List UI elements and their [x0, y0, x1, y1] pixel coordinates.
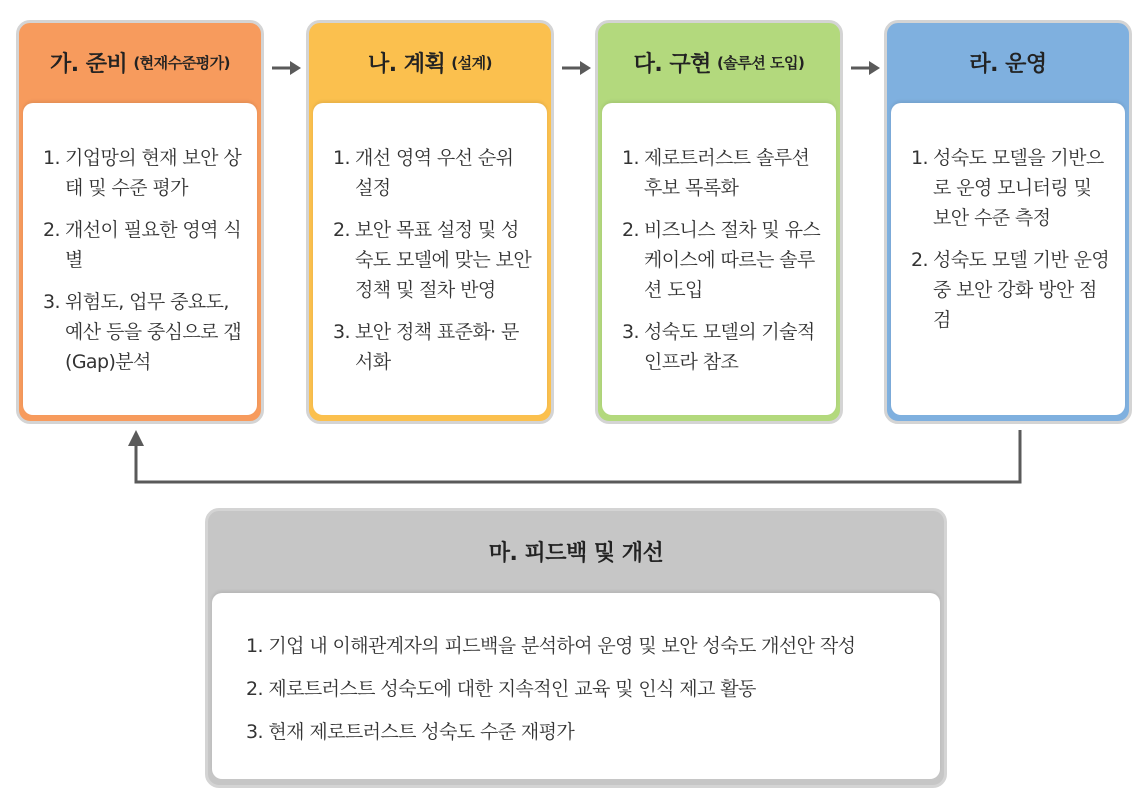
list-item: 3. 현재 제로트러스트 성숙도 수준 재평가: [246, 721, 575, 743]
feedback-body: [212, 593, 940, 779]
list-item: 3. 보안 정책 표준화· 문서화: [333, 321, 519, 373]
list-item: 1. 성숙도 모델을 기반으로 운영 모니터링 및 보안 수준 측정: [911, 147, 1104, 229]
feedback-panel: [205, 508, 947, 788]
list-item: 1. 기업 내 이해관계자의 피드백을 분석하여 운영 및 보안 성숙도 개선안 작성: [246, 635, 856, 657]
list-item: 1. 제로트러스트 솔루션 후보 목록화: [622, 147, 810, 199]
list-item: 2. 제로트러스트 성숙도에 대한 지속적인 교육 및 인식 제고 활동: [246, 678, 756, 700]
list-item: 2. 성숙도 모델 기반 운영 중 보안 강화 방안 점검: [911, 249, 1110, 331]
list-item: 2. 비즈니스 절차 및 유스케이스에 따르는 솔루션 도입: [622, 219, 821, 301]
stage-prepare-subtitle: (현재수준평가): [133, 53, 230, 72]
list-item: 1. 기업망의 현재 보안 상태 및 수준 평가: [43, 147, 242, 199]
stage-implement-subtitle: (솔루션 도입): [716, 53, 805, 72]
list-item: 2. 개선이 필요한 영역 식별: [43, 219, 242, 271]
stage-plan-title: 나. 계획: [368, 51, 446, 77]
stage-implement-title: 다. 구현: [633, 51, 711, 77]
list-item: 1. 개선 영역 우선 순위 설정: [333, 147, 514, 199]
stage-prepare-title: 가. 준비: [50, 51, 128, 77]
list-item: 2. 보안 목표 설정 및 성숙도 모델에 맞는 보안 정책 및 절차 반영: [333, 219, 532, 301]
feedback-list: [246, 631, 920, 747]
list-item: 3. 성숙도 모델의 기술적 인프라 참조: [622, 321, 815, 373]
feedback-title: 마. 피드백 및 개선: [488, 540, 664, 566]
stage-operate-title: 라. 운영: [969, 51, 1047, 77]
stage-plan-subtitle: (설계): [451, 53, 492, 72]
list-item: 3. 위험도, 업무 중요도, 예산 등을 중심으로 갭(Gap)분석: [43, 291, 242, 373]
